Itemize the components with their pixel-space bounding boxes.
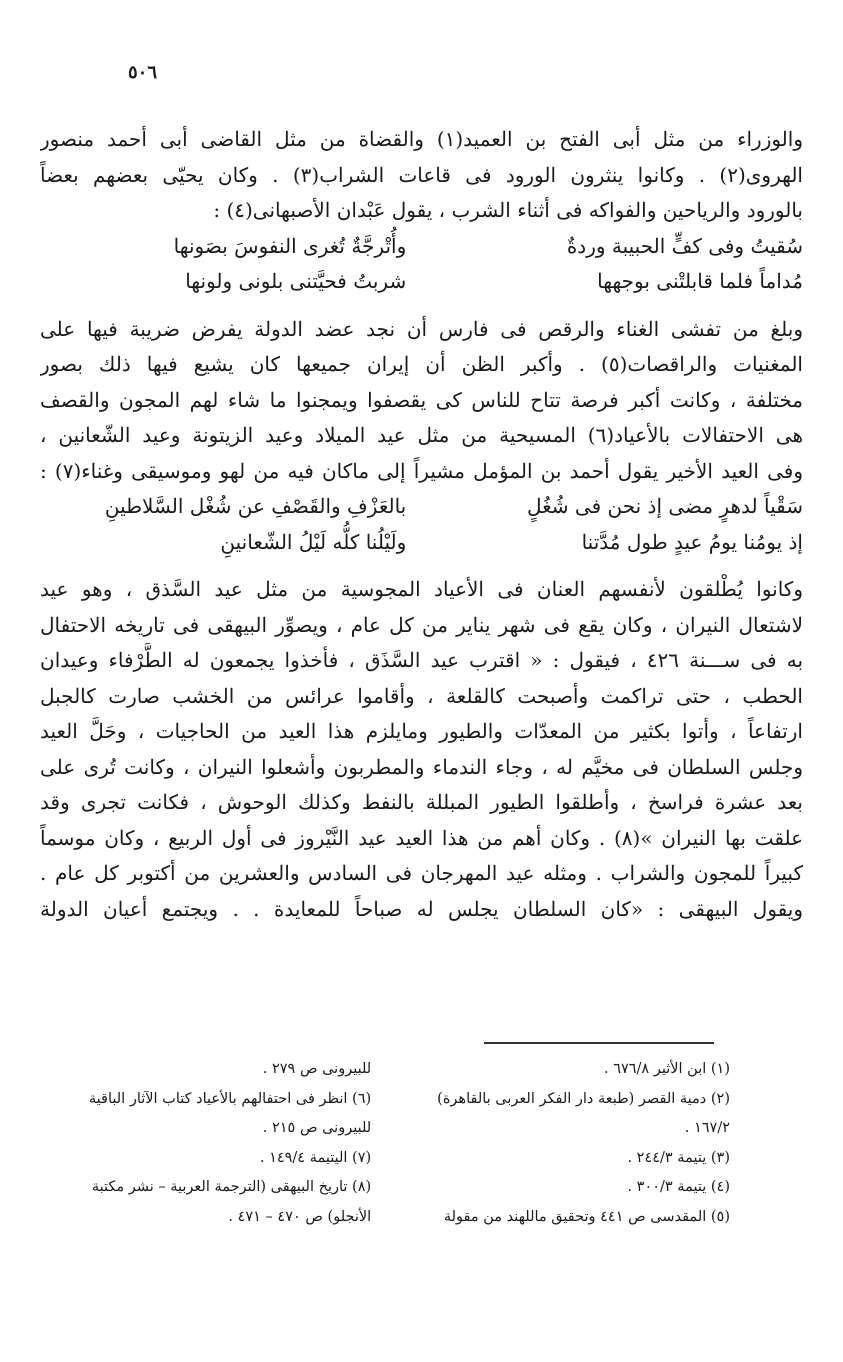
footnote: للبيرونى ص ٢١٥ .	[262, 1120, 372, 1136]
paragraph-1	[40, 122, 803, 229]
footnote: (٣) يتيمة ٢٤٤/٣ .	[627, 1149, 730, 1166]
footnote: الأنجلو) ص ٤٧٠ – ٤٧١ .	[228, 1208, 372, 1225]
footnote: (٧) اليتيمة ١٤٩/٤ .	[259, 1149, 372, 1166]
footnote: (٢) دمية القصر (طبعة دار الفكر العربى بالقاهرة)	[437, 1090, 730, 1107]
verse-hemistich: إذ يومُنا يومُ عيدٍ طول مُدَّتنا	[581, 529, 803, 554]
text-line: والوزراء من مثل أبى الفتح بن العميد(١) والقضاة من مثل القاضى أبى أحمد منصور	[40, 127, 803, 151]
footnote-divider	[484, 1042, 714, 1044]
verse-hemistich: ولَيْلُنا كلُّه لَيْلُ الشّعانينِ	[220, 529, 407, 554]
text-line: بالورود والرياحين والفواكه فى أثناء الشرب ، يقول عَبْدان الأصبهانى(٤) :	[213, 198, 803, 222]
verse-line	[40, 489, 803, 525]
paragraph-3	[40, 572, 803, 927]
text-line: وكانوا يُطْلقون لأنفسهم العنان فى الأعياد المجوسية من مثل عيد السَّذق ، وهو عيد	[40, 577, 803, 601]
text-line: ويقول البيهقى : «كان السلطان يجلس له صباحاً للمعايدة . . ويجتمع أعيان الدولة	[40, 896, 803, 921]
text-line: المغنيات والراقصات(٥) . وأكبر الظن أن إيران جميعها كان يشيع فيها ذلك بصور	[40, 352, 803, 376]
verse-line	[40, 525, 803, 561]
verse-hemistich: سَقْياً لدهرٍ مضى إذ نحن فى شُغُلٍ	[527, 494, 803, 518]
verse-hemistich: وأُتْرجَّةٌ تُغرى النفوسَ بصَونها	[173, 233, 407, 258]
text-line: الهروى(٢) . وكانوا ينثرون الورود فى قاعات الشراب(٣) . وكان يحيّى بعضهم بعضاً	[40, 162, 803, 187]
text-line: وجلس السلطان فى مخيَّم له ، وجاء الندماء والمطربون وأشعلوا النيران ، وكانت تُرى على	[40, 754, 803, 779]
text-line: وفى العيد الأخير يقول أحمد بن المؤمل مشيراً إلى ماكان فيه من لهو وموسيقى وغناء(٧) :	[40, 458, 803, 483]
verse-hemistich: بالعَزْفِ والقَصْفِ عن شُغْل السَّلاطينِ	[104, 494, 407, 518]
footnote: ١٦٧/٢ .	[684, 1120, 730, 1136]
footnotes-left-column	[40, 1055, 371, 1232]
verse-line	[40, 264, 803, 300]
verse-block-1	[40, 229, 803, 300]
footnote: (٦) انظر فى احتفالهم بالأعياد كتاب الآثار الباقية	[88, 1090, 372, 1107]
verse-hemistich: سُقيتُ وفى كفٍّ الحبيبة وردةٌ	[566, 233, 803, 258]
text-line: به فى ســـنة ٤٢٦ ، فيقول : « اقترب عيد السَّذَق ، فأخذوا يجمعون له الطَّرْفاء وعيدان	[40, 648, 803, 672]
footnotes-right-column	[399, 1055, 730, 1232]
text-line: علقت بها النيران »(٨) . وكان أهم من هذا العيد عيد النَّيْروز فى أول الربيع ، وكان موسماً	[40, 825, 803, 850]
text-line: الحطب ، حتى تراكمت وأصبحت كالقلعة ، وأقاموا عرائس من الخشب صارت كالجبل	[40, 683, 803, 708]
footnote: (٥) المقدسى ص ٤٤١ وتحقيق ماللهند من مقولة	[443, 1208, 730, 1225]
footnote: للبيرونى ص ٢٧٩ .	[262, 1061, 372, 1077]
footnotes	[40, 1055, 730, 1232]
body-text	[40, 122, 803, 927]
text-line: بعد عشرة فراسخ ، وأطلقوا الطيور المبللة بالنفط وكذلك الوحوش ، فكانت تجرى وقد	[40, 790, 803, 814]
footnote: (١) ابن الأثير ٦٧٦/٨ .	[603, 1061, 730, 1077]
page-number: ٥٠٦	[128, 62, 158, 83]
verse-hemistich: مُداماً فلما قابلتْنى بوجهها	[597, 269, 803, 293]
text-line: وبلغ من تفشى الغناء والرقص فى فارس أن نجد عضد الدولة يفرض ضريبة فيها على	[40, 316, 803, 341]
verse-block-2	[40, 489, 803, 560]
footnote: (٤) يتيمة ٣٠٠/٣ .	[627, 1179, 730, 1195]
text-line: ارتفاعاً ، وأتوا بكثير من المعدّات والطيور ومايلزم هذا العيد من الحاجيات ، وحَلَّ العيد	[40, 719, 803, 743]
footnote: (٨) تاريخ البيهقى (الترجمة العربية – نشر مكتبة	[91, 1179, 372, 1195]
text-line: مختلفة ، وكانت أكبر فرصة تتاح للناس كى يقصفوا ويمجنوا ما شاء لهم المجون والقصف	[40, 387, 803, 412]
text-line: كبيراً للمجون والشراب . ومثله عيد المهرجان فى السادس والعشرين من أكتوبر كل عام .	[40, 861, 803, 885]
verse-hemistich: شربتُ فحيَّتنى بلونى ولونها	[185, 269, 407, 293]
text-line: هى الاحتفالات بالأعياد(٦) المسيحية من مثل عيد الميلاد وعيد الزيتونة وعيد الشّعانين ،	[40, 423, 803, 447]
paragraph-2	[40, 312, 803, 490]
text-line: لاشتعال النيران ، وكان يقع فى شهر يناير من كل عام ، ويصوِّر البيهقى فى تاريخه الاحتفال	[40, 612, 803, 637]
verse-line	[40, 229, 803, 265]
